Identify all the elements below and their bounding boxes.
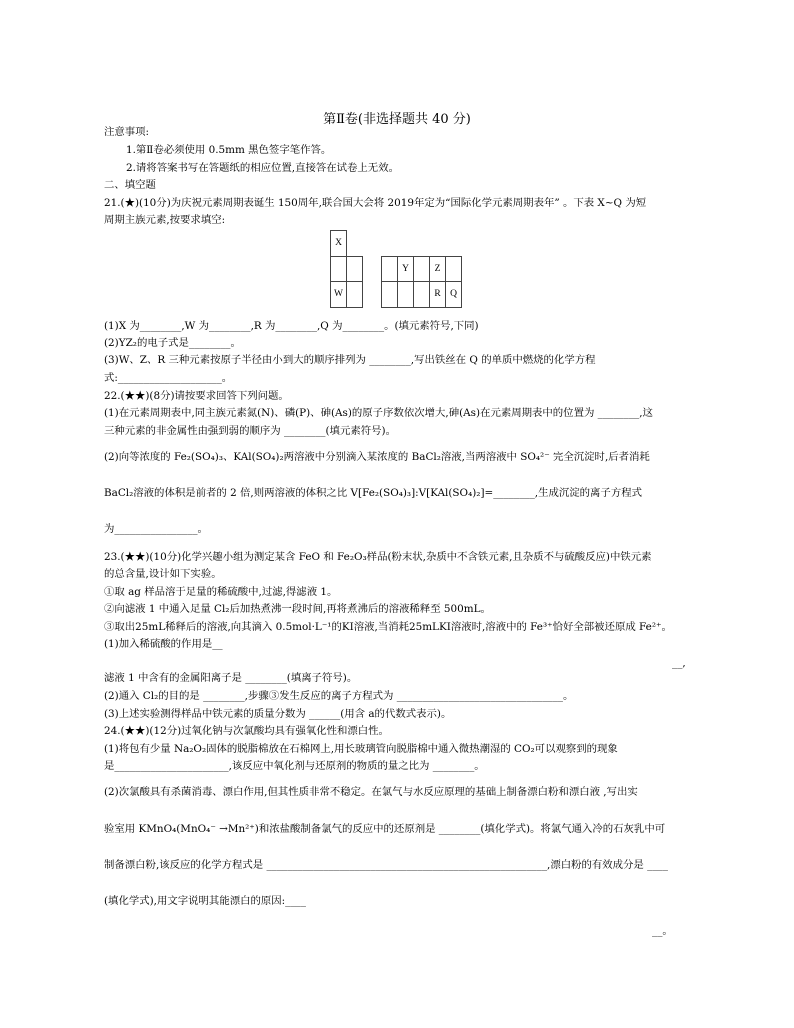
q21-part3-line1: (3)W、Z、R 三种元素按原子半径由小到大的顺序排列为 ________,写出铁丝在 Q 的单质中燃烧的化学方程	[104, 354, 596, 366]
cell-z: Z	[430, 256, 446, 282]
q23-step3: ③取出25mL稀释后的溶液,向其滴入 0.5mol·L⁻¹的KI溶液,当消耗25mLKI溶液时,溶液中的 Fe³⁺恰好全部被还原成 Fe²⁺。	[104, 621, 672, 633]
q23-part1: (1)加入稀硫酸的作用是__	[104, 638, 223, 650]
q22-part1-line2: 三种元素的非金属性由强到弱的顺序为 ________(填元素符号)。	[104, 425, 396, 437]
q21-part2: (2)YZ₂的电子式是________。	[104, 337, 241, 349]
cell-empty	[414, 256, 430, 282]
cell-empty	[331, 256, 347, 282]
q23-step2: ②向滤液 1 中通入足量 Cl₂后加热煮沸一段时间,再将煮沸后的溶液稀释至 500mL。	[104, 603, 491, 615]
cell-empty	[414, 282, 430, 308]
cell-w: W	[331, 282, 347, 308]
cell-empty	[347, 282, 363, 308]
q24-part2-tail: __。	[652, 925, 673, 937]
cell-x: X	[331, 231, 347, 257]
cell-r: R	[430, 282, 446, 308]
section-heading: 二、填空题	[104, 179, 156, 191]
cell-empty	[446, 256, 462, 282]
q21-part1: (1)X 为________,W 为________,R 为________,Q 为________。(填元素符号,下同)	[104, 320, 479, 332]
cell-empty	[347, 256, 363, 282]
q22-heading: 22.(★★)(8分)请按要求回答下列问题。	[104, 390, 289, 402]
q24-part2-line1: (2)次氯酸具有杀菌消毒、漂白作用,但其性质非常不稳定。在氯气与水反应原理的基础上制备漂白粉和漂白液 ,写出实	[104, 786, 638, 798]
notes-heading: 注意事项:	[104, 126, 150, 138]
q21-intro-line2: 周期主族元素,按要求填空:	[104, 214, 226, 226]
note-1: 1.第Ⅱ卷必须使用 0.5mm 黑色签字笔作答。	[126, 144, 332, 156]
q24-heading: 24.(★★)(12分)过氧化钠与次氯酸均具有强氧化性和漂白性。	[104, 725, 389, 737]
cell-y: Y	[398, 256, 414, 282]
q24-part2-line3: 制备漂白粉,该反应的化学方程式是 ______________________________________________________,漂白粉的有效成分是 ____	[104, 859, 668, 871]
cell-empty	[382, 256, 398, 282]
q24-part2-line4: (填化学式),用文字说明其能漂白的原因:____	[104, 895, 306, 907]
q23-line2: 的总含量,设计如下实验。	[104, 568, 222, 580]
q22-part2-line1: (2)向等浓度的 Fe₂(SO₄)₃、KAl(SO₄)₂两溶液中分别滴入某浓度的 BaCl₂溶液,当两溶液中 SO₄²⁻ 完全沉淀时,后者消耗	[104, 451, 650, 463]
q24-part2-line2: 验室用 KMnO₄(MnO₄⁻ →Mn²⁺)和浓盐酸制备氯气的反应中的还原剂是 ________(填化学式)。将氯气通入冷的石灰乳中可	[104, 823, 666, 835]
q23-line1: 23.(★★)(10分)化学兴趣小组为测定某含 FeO 和 Fe₂O₃样品(粉末状,杂质中不含铁元素,且杂质不与硫酸反应)中铁元素	[104, 551, 652, 563]
periodic-table-fragment	[330, 230, 462, 308]
q22-part1-line1: (1)在元素周期表中,同主族元素氮(N)、磷(P)、砷(As)的原子序数依次增大,砷(As)在元素周期表中的位置为 ________,这	[104, 407, 653, 419]
q23-part1-line2: 滤液 1 中含有的金属阳离子是 ________(填离子符号)。	[104, 672, 358, 684]
q21-intro-line1: 21.(★)(10分)为庆祝元素周期表诞生 150周年,联合国大会将 2019年定为“国际化学元素周期表年” 。下表 X~Q 为短	[104, 197, 647, 209]
q23-part1-tail: __,	[672, 657, 686, 669]
q24-part1-line2: 是______________________,该反应中氧化剂与还原剂的物质的量之比为 ________。	[104, 760, 485, 772]
q23-part3: (3)上述实验测得样品中铁元素的质量分数为 ______(用含 a的代数式表示)。	[104, 708, 452, 720]
note-2: 2.请将答案书写在答题纸的相应位置,直接答在试卷上无效。	[126, 162, 399, 174]
q23-step1: ①取 ag 样品溶于足量的稀硫酸中,过滤,得滤液 1。	[104, 586, 338, 598]
q22-part2-line3: 为________________。	[104, 523, 208, 535]
q23-part2: (2)通入 Cl₂的目的是 ________,步骤③发生反应的离子方程式为 ________________________________。	[104, 690, 574, 702]
section-title: 第Ⅱ卷(非选择题共 40 分)	[323, 112, 471, 127]
cell-empty	[382, 282, 398, 308]
q22-part2-line2: BaCl₂溶液的体积是前者的 2 倍,则两溶液的体积之比 V[Fe₂(SO₄)₃]:V[KAl(SO₄)₂]=________,生成沉淀的离子方程式	[104, 487, 642, 499]
q21-part3-line2: 式:____________________。	[104, 372, 233, 384]
q24-part1-line1: (1)将包有少量 Na₂O₂固体的脱脂棉放在石棉网上,用长玻璃管向脱脂棉中通入微热潮湿的 CO₂可以观察到的现象	[104, 743, 618, 755]
cell-empty	[398, 282, 414, 308]
cell-q: Q	[446, 282, 462, 308]
